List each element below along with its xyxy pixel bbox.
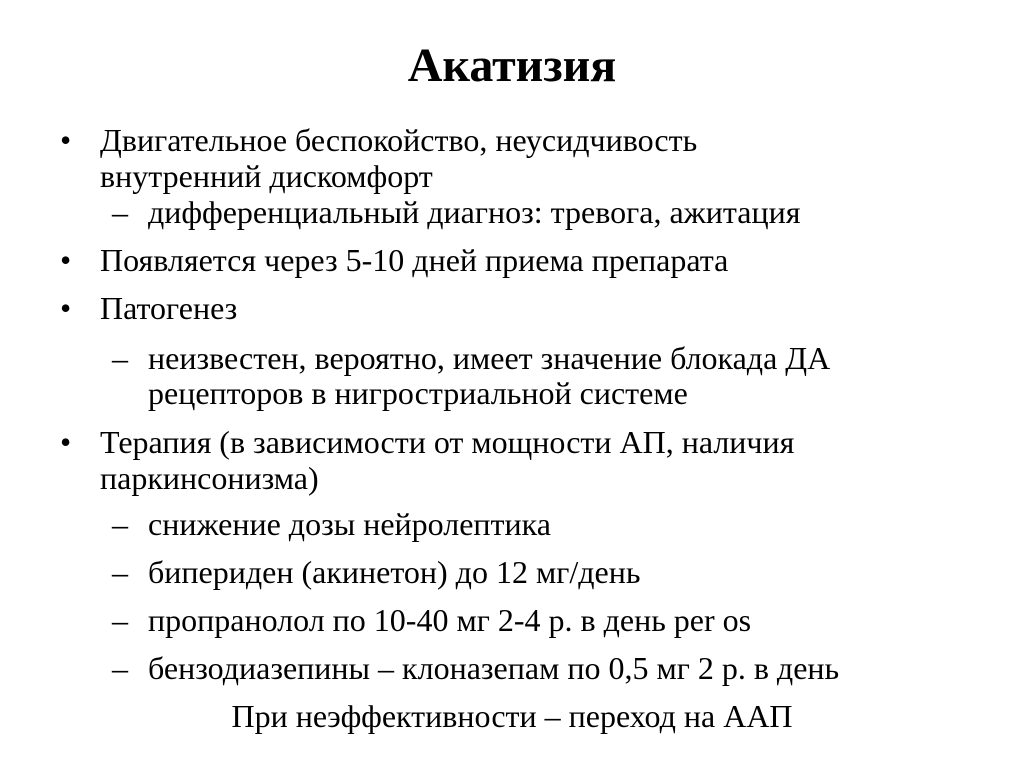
bullet-text: Терапия (в зависимости от мощности АП, наличия (100, 424, 795, 460)
sub-bullet-text: дифференциальный диагноз: тревога, ажитация (148, 194, 801, 230)
sub-bullet-marker: – (112, 340, 128, 376)
bullet-text: Двигательное беспокойство, неусидчивость (100, 122, 698, 158)
sub-bullet-text: бензодиазепины – клоназепам по 0,5 мг 2 р. в день (148, 650, 840, 686)
sub-bullet-marker: – (112, 194, 128, 230)
sub-bullet-marker: – (112, 554, 128, 590)
bullet-text: Патогенез (100, 290, 238, 326)
footnote: При неэффективности – переход на ААП (231, 698, 793, 734)
bullet-marker: • (60, 242, 72, 278)
sub-bullet-text: снижение дозы нейролептика (148, 506, 551, 542)
sub-bullet-marker: – (112, 650, 128, 686)
sub-bullet-text: рецепторов в нигростриальной системе (148, 375, 688, 411)
sub-bullet-text: неизвестен, вероятно, имеет значение блокада ДА (148, 340, 831, 376)
sub-bullet-text: пропранолол по 10-40 мг 2-4 р. в день per os (148, 602, 752, 638)
slide-title: Акатизия (407, 39, 617, 92)
bullet-marker: • (60, 290, 72, 326)
bullet-marker: • (60, 424, 72, 460)
bullet-text: паркинсонизма) (100, 460, 319, 496)
bullet-text: Появляется через 5-10 дней приема препарата (100, 242, 729, 278)
bullet-marker: • (60, 122, 72, 158)
sub-bullet-text: бипериден (акинетон) до 12 мг/день (148, 554, 641, 590)
sub-bullet-marker: – (112, 506, 128, 542)
sub-bullet-marker: – (112, 602, 128, 638)
bullet-text: внутренний дискомфорт (100, 158, 433, 194)
